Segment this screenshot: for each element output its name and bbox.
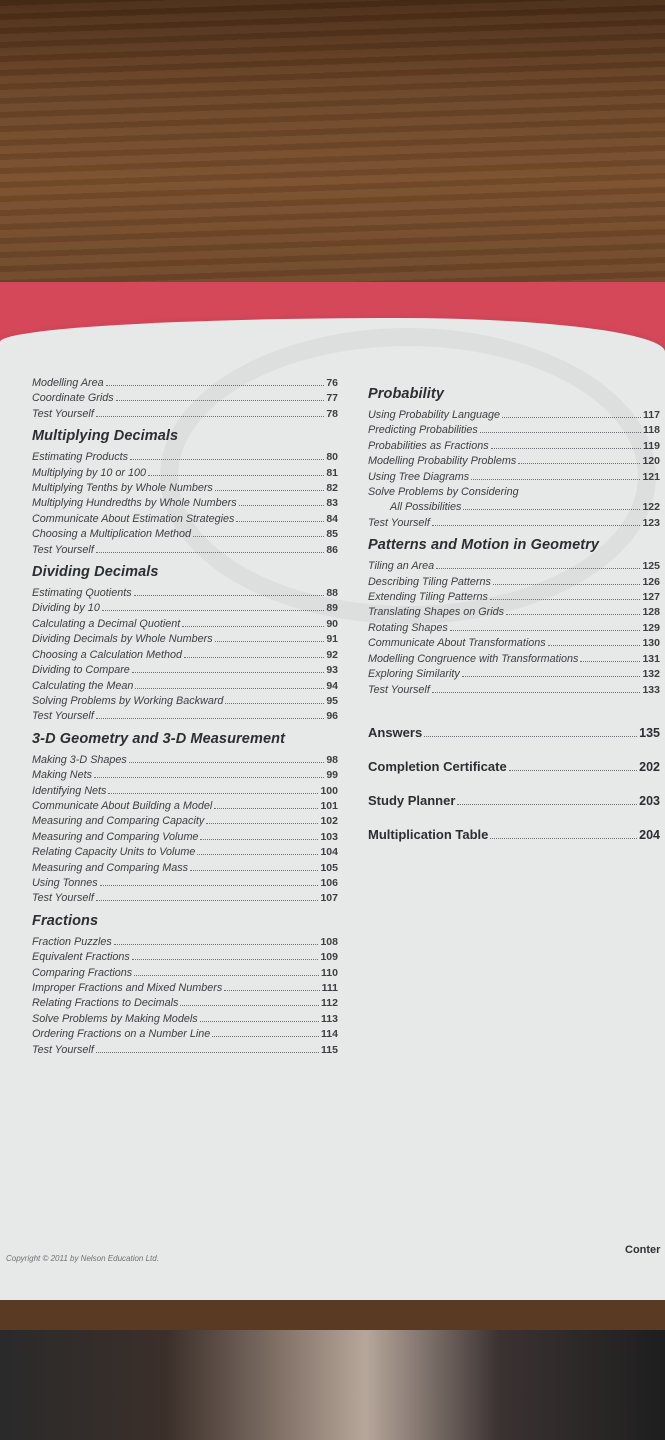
toc-entry [32,966,338,981]
toc-entry [32,799,338,814]
page-number: 133 [642,683,660,696]
toc-left-column [32,376,338,1058]
page-number: 123 [642,516,660,529]
page-corner-label: Conter [625,1244,661,1256]
toc-major-entry [368,826,660,844]
page-number: 108 [320,935,338,948]
entry-title: Probabilities as Fractions [368,439,489,452]
toc-entry [32,950,338,965]
dot-leader [490,599,641,600]
toc-entry [32,586,338,601]
page-number: 88 [326,587,338,600]
dot-leader [114,944,319,945]
dot-leader [224,990,319,991]
spacer [368,698,660,724]
entry-title: Modelling Congruence with Transformations [368,652,579,665]
dot-leader [94,777,324,778]
page-number: 86 [326,543,338,556]
dot-leader [129,762,324,763]
page-number: 85 [326,528,338,541]
toc-entry [32,1043,338,1058]
page-number: 203 [639,793,660,808]
entry-title: Test Yourself [32,407,94,420]
page-number: 114 [321,1028,338,1041]
toc-entry [32,391,338,406]
toc-entry [32,466,338,481]
dot-leader [184,657,324,658]
toc-entry [32,1012,338,1027]
dot-leader [96,416,324,417]
page-number: 110 [321,966,338,979]
dot-leader [182,626,324,627]
dot-leader [212,1036,319,1037]
page-number: 80 [326,451,338,464]
toc-entry [368,485,660,500]
toc-entry [32,830,338,845]
entry-title: Estimating Products [32,451,129,464]
page-number: 127 [642,591,660,604]
toc-entry [368,590,660,605]
toc-entry [32,709,338,724]
dot-leader [225,703,324,704]
entry-title: Communicate About Building a Model [32,799,213,812]
toc-entry [32,694,338,709]
toc-major-entry [368,758,660,776]
dot-leader [493,584,641,585]
entry-title: Using Tonnes [32,876,98,889]
dot-leader [134,595,325,596]
dot-leader [134,975,319,976]
entry-title: Test Yourself [368,516,430,529]
page-number: 126 [642,575,660,588]
toc-entry [368,439,660,454]
toc-entry [368,454,660,469]
entry-title: Equivalent Fractions [32,951,130,964]
dot-leader [132,672,324,673]
dot-leader [116,400,325,401]
book-page [0,318,665,1313]
entry-title: Modelling Area [32,377,104,389]
dot-leader [200,839,318,840]
page-number: 119 [643,439,660,452]
toc-entry [32,496,338,511]
page-number: 125 [642,560,660,573]
dot-leader [96,900,319,901]
entry-title: Relating Fractions to Decimals [32,997,179,1010]
dot-leader [96,1052,319,1053]
toc-right-column [368,380,660,860]
entry-title: Solving Problems by Working Backward [32,694,224,707]
entry-title: Extending Tiling Patterns [368,591,488,604]
page-number: 130 [642,637,660,650]
dot-leader [490,838,637,839]
dot-leader [180,1005,319,1006]
page-number: 89 [326,602,338,615]
dot-leader [215,641,325,642]
dot-leader [450,630,641,631]
entry-title: Estimating Quotients [32,587,132,600]
section-heading: Fractions [32,912,99,929]
toc-entry [32,996,338,1011]
page-number: 95 [326,694,338,707]
entry-title: Using Probability Language [368,409,501,421]
entry-title: Test Yourself [32,710,94,723]
entry-title: Rotating Shapes [368,621,448,634]
page-number: 105 [320,861,338,874]
dot-leader [502,417,641,418]
toc-entry [368,500,660,515]
entry-title: Multiplying Hundredths by Whole Numbers [32,497,237,510]
page-number: 90 [326,617,338,630]
dot-leader [102,610,324,611]
page-number: 106 [320,876,338,889]
page-number: 204 [639,827,660,842]
dot-leader [518,463,640,464]
page-number: 109 [320,951,338,964]
entry-title: Calculating a Decimal Quotient [32,617,181,630]
toc-entry [368,667,660,682]
page-number: 107 [320,892,338,905]
entry-title: All Possibilities [390,501,462,514]
entry-title: Test Yourself [32,1043,94,1056]
entry-title: Making Nets [32,769,93,782]
dot-leader [480,432,641,433]
page-number: 128 [642,606,660,619]
dot-leader [100,885,319,886]
entry-title: Making 3-D Shapes [32,753,127,766]
dot-leader [200,1021,319,1022]
dot-leader [96,552,324,553]
dot-leader [148,475,324,476]
section-heading: Patterns and Motion in Geometry [368,537,600,554]
dot-leader [548,645,641,646]
toc-entry [368,470,660,485]
page-number: 117 [643,409,660,421]
dot-leader [135,688,324,689]
dot-leader [193,536,324,537]
dot-leader [424,736,637,737]
dot-leader [190,870,318,871]
page-number: 202 [639,759,660,774]
entry-title: Study Planner [368,792,456,808]
page-number: 83 [326,497,338,510]
page-number: 103 [320,830,338,843]
toc-entry [32,527,338,542]
page-number: 131 [642,652,660,665]
dot-leader [108,793,318,794]
entry-title: Ordering Fractions on a Number Line [32,1028,211,1041]
toc-entry [32,876,338,891]
dot-leader [206,823,318,824]
page-number: 96 [326,710,338,723]
page-number: 91 [326,633,338,646]
dot-leader [130,459,324,460]
entry-title: Measuring and Comparing Volume [32,830,199,843]
entry-title: Choosing a Multiplication Method [32,528,192,541]
toc-entry [32,935,338,950]
dot-leader [462,676,641,677]
toc-entry [32,663,338,678]
entry-title: Measuring and Comparing Mass [32,861,189,874]
copyright-note: Copyright © 2011 by Nelson Education Ltd. [6,1254,159,1263]
dot-leader [491,448,641,449]
dot-leader [214,808,318,809]
entry-title: Test Yourself [32,892,94,905]
page-number: 92 [326,648,338,661]
entry-title: Calculating the Mean [32,679,134,692]
toc-entry [32,845,338,860]
entry-title: Translating Shapes on Grids [368,606,505,619]
entry-title: Fraction Puzzles [32,935,112,948]
dot-leader [239,505,325,506]
entry-title: Test Yourself [32,543,94,556]
page-number: 112 [321,997,338,1010]
entry-title: Comparing Fractions [32,966,133,979]
dot-leader [471,479,640,480]
toc-entry [368,652,660,667]
entry-title: Multiplying Tenths by Whole Numbers [32,482,213,495]
page-number: 76 [326,377,338,389]
toc-entry [32,814,338,829]
toc-entry [32,891,338,906]
toc-entry [32,679,338,694]
toc-entry [368,559,660,574]
dot-leader [215,490,324,491]
dot-leader [580,661,640,662]
entry-title: Improper Fractions and Mixed Numbers [32,982,223,994]
dot-leader [132,959,319,960]
page-number: 93 [326,664,338,677]
section-heading: Dividing Decimals [32,564,159,581]
toc-entry [368,683,660,698]
entry-title: Describing Tiling Patterns [368,575,491,588]
page-number: 102 [320,815,338,828]
entry-title: Solve Problems by Making Models [32,1012,198,1025]
entry-title: Solve Problems by Considering [368,486,519,499]
entry-title: Coordinate Grids [32,392,114,405]
page-number: 77 [326,392,338,405]
dot-leader [463,509,640,510]
toc-entry [368,621,660,636]
dot-leader [106,385,325,386]
toc-entry [32,601,338,616]
toc-entry [32,753,338,768]
entry-title: Using Tree Diagrams [368,470,470,483]
entry-title: Test Yourself [368,683,430,696]
page-number: 115 [321,1043,338,1056]
toc-entry [32,512,338,527]
entry-title: Tiling an Area [368,560,435,573]
page-number: 111 [321,982,338,994]
entry-title: Communicate About Estimation Strategies [32,512,235,525]
toc-entry [32,768,338,783]
page-number: 122 [642,501,660,514]
entry-title: Relating Capacity Units to Volume [32,846,196,859]
toc-entry [32,648,338,663]
page-number: 132 [642,668,660,681]
page-number: 101 [320,799,338,812]
page-number: 118 [643,424,660,437]
entry-title: Exploring Similarity [368,668,460,681]
entry-title: Completion Certificate [368,758,507,774]
toc-entry [32,376,338,391]
toc-entry [32,1027,338,1042]
toc-entry [32,481,338,496]
toc-entry [32,632,338,647]
page-number: 100 [320,784,338,797]
toc-entry [32,617,338,632]
toc-major-entry [368,792,660,810]
entry-title: Answers [368,724,423,740]
page-number: 129 [642,621,660,634]
dot-leader [432,525,641,526]
dot-leader [509,770,637,771]
toc-entry [368,408,660,423]
page-number: 135 [639,725,660,740]
toc-entry [32,543,338,558]
dot-leader [96,718,324,719]
page-number: 99 [326,769,338,782]
entry-title: Identifying Nets [32,784,107,797]
entry-title: Predicting Probabilities [368,424,478,437]
toc-entry [32,450,338,465]
dot-leader [197,854,318,855]
page-number: 98 [326,753,338,766]
section-heading: Probability [368,386,445,402]
toc-entry [32,784,338,799]
toc-entry [368,636,660,651]
entry-title: Dividing to Compare [32,664,130,677]
entry-title: Modelling Probability Problems [368,455,517,468]
toc-major-entry [368,724,660,742]
entry-title: Dividing by 10 [32,602,100,615]
dot-leader [432,692,641,693]
page-number: 94 [326,679,338,692]
page-number: 120 [642,455,660,468]
page-number: 121 [642,470,660,483]
entry-title: Dividing Decimals by Whole Numbers [32,633,213,646]
background-floor [0,1330,665,1440]
dot-leader [436,568,640,569]
entry-title: Choosing a Calculation Method [32,648,183,661]
page-number: 82 [326,482,338,495]
toc-entry [368,423,660,438]
page-number: 81 [326,466,338,479]
toc-entry [368,605,660,620]
section-heading: 3-D Geometry and 3-D Measurement [32,730,285,747]
page-number: 84 [326,512,338,525]
dot-leader [236,521,324,522]
toc-entry [32,981,338,996]
entry-title: Measuring and Comparing Capacity [32,815,205,828]
page-number: 78 [326,407,338,420]
page-number: 104 [320,846,338,859]
entry-title: Multiplication Table [368,826,489,842]
section-heading: Multiplying Decimals [32,428,179,445]
page-number: 113 [321,1012,338,1025]
toc-entry [32,407,338,422]
toc-entry [368,516,660,531]
entry-title: Communicate About Transformations [368,637,546,650]
toc-entry [368,575,660,590]
dot-leader [506,614,640,615]
entry-title: Multiplying by 10 or 100 [32,466,147,479]
toc-entry [32,861,338,876]
wooden-table-top [0,0,665,300]
dot-leader [457,804,637,805]
